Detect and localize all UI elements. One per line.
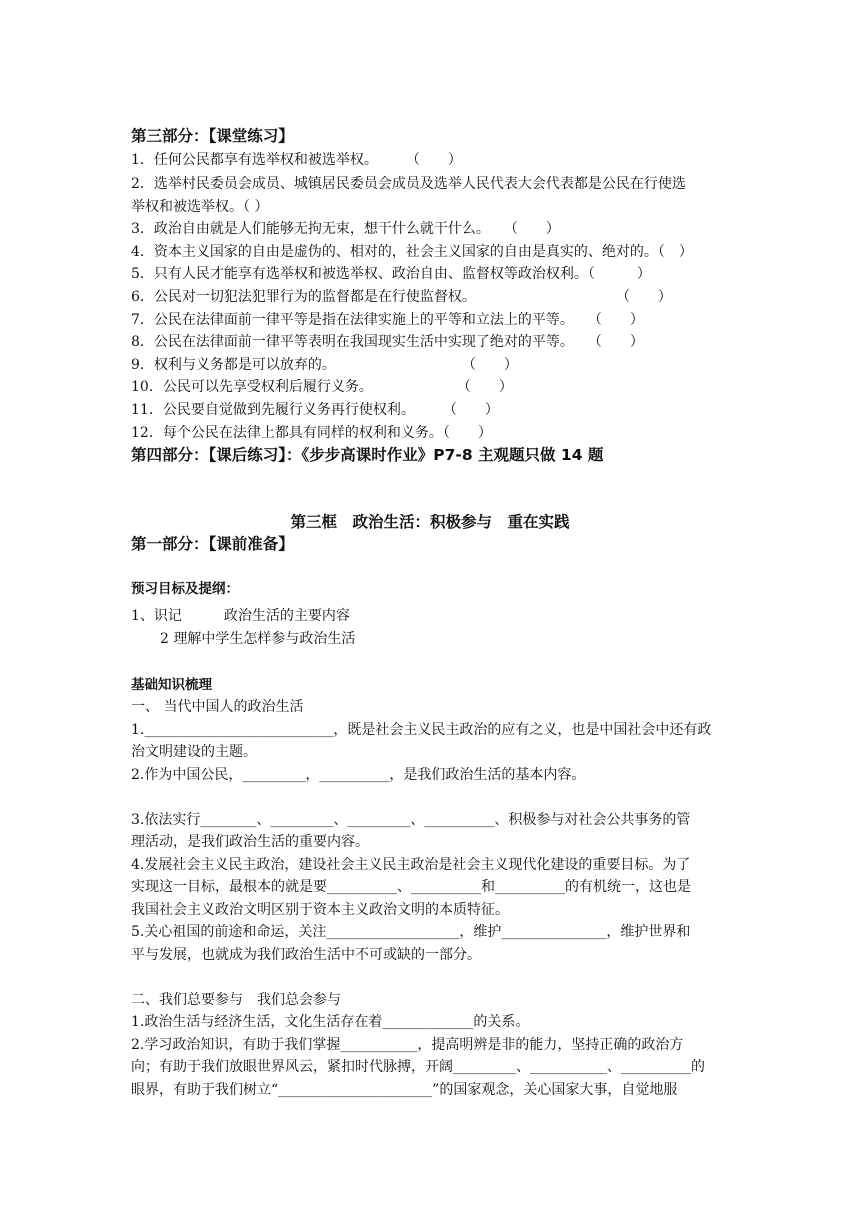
exercise-item-3: 3．政治自由就是人们能够无拘无束，想干什么就干什么。 （ ） [131,221,560,237]
exercise-item-1: 1．任何公民都享有选举权和被选举权。 （ ） [131,152,462,168]
fill-q4-line2: 实现这一目标，最根本的就是要__________、__________和__________的有机统一，这也是 [131,879,691,895]
part4-heading: 第四部分：【课后练习】：《步步高课时作业》P7-8 主观题只做 14 题 [131,446,604,464]
fill-q5-line2: 平与发展，也就成为我们政治生活中不可或缺的一部分。 [131,947,481,963]
fill-r2-line2: 向；有助于我们放眼世界风云，紧扣时代脉搏，开阔_________、___________、__________的 [131,1059,705,1075]
exercise-item-10: 10．公民可以先享受权利后履行义务。 （ ） [131,379,513,395]
fill-q5-line1: 5.关心祖国的前途和命运，关注___________________，维护_______________，维护世界和 [131,924,691,940]
exercise-item-5: 5．只有人民才能享有选举权和被选举权、政治自由、监督权等政治权利。（ ） [131,266,651,282]
exercise-item-9: 9．权利与义务都是可以放弃的。 （ ） [131,357,518,373]
part1-heading: 第一部分：【课前准备】 [131,535,294,553]
exercise-item-2: 2．选举村民委员会成员、城镇居民委员会成员及选举人民代表大会代表都是公民在行使选 [131,176,686,192]
preview-heading: 预习目标及提纲： [131,581,239,597]
basics-heading: 基础知识梳理 [131,677,212,693]
exercise-item-12: 12．每个公民在法律上都具有同样的权利和义务。（ ） [131,425,492,441]
subsection-2-title: 二、我们总要参与 我们总会参与 [131,992,341,1008]
exercise-item-8: 8．公民在法律面前一律平等表明在我国现实生活中实现了绝对的平等。 （ ） [131,334,644,350]
fill-q4-line3: 我国社会主义政治文明区别于资本主义政治文明的本质特征。 [131,902,509,918]
fill-r2-line1: 2.学习政治知识，有助于我们掌握___________，提高明辨是非的能力，坚持正确的政治方 [131,1037,684,1053]
preview-item-1: 1、识记 政治生活的主要内容 [131,608,350,624]
fill-q3-line2: 理活动，是我们政治生活的重要内容。 [131,834,369,850]
fill-q1-line2: 治文明建设的主题。 [131,744,257,760]
fill-q4-line1: 4.发展社会主义民主政治，建设社会主义民主政治是社会主义现代化建设的重要目标。为了 [131,857,691,873]
exercise-item-11: 11．公民要自觉做到先履行义务再行使权利。 （ ） [131,402,499,418]
exercise-item-4: 4．资本主义国家的自由是虚伪的、相对的，社会主义国家的自由是真实的、绝对的。（ ） [131,244,693,260]
fill-r2-line3: 眼界，有助于我们树立“______________________”的国家观念，关心国家大事，自觉地服 [131,1082,678,1098]
subsection-1-title: 一、 当代中国人的政治生活 [131,699,304,715]
fill-q3-line1: 3.依法实行________、_________、_________、__________、积极参与对社会公共事务的管 [131,812,691,828]
exercise-item-6: 6．公民对一切犯法犯罪行为的监督都是在行使监督权。 （ ） [131,289,672,305]
section-title: 第三框 政治生活：积极参与 重在实践 [290,513,570,531]
fill-q2: 2.作为中国公民，_________，__________，是我们政治生活的基本内容。 [131,767,586,783]
part3-heading: 第三部分：【课堂练习】 [131,127,294,145]
exercise-item-2-cont: 举权和被选举权。（ ） [131,199,269,215]
preview-item-2: 2 理解中学生怎样参与政治生活 [160,631,356,647]
fill-r1: 1.政治生活与经济生活，文化生活存在着_____________的关系。 [131,1014,530,1030]
exercise-item-7: 7．公民在法律面前一律平等是指在法律实施上的平等和立法上的平等。 （ ） [131,312,644,328]
fill-q1-line1: 1.___________________________，既是社会主义民主政治的应有之义，也是中国社会中还有政 [131,722,712,738]
